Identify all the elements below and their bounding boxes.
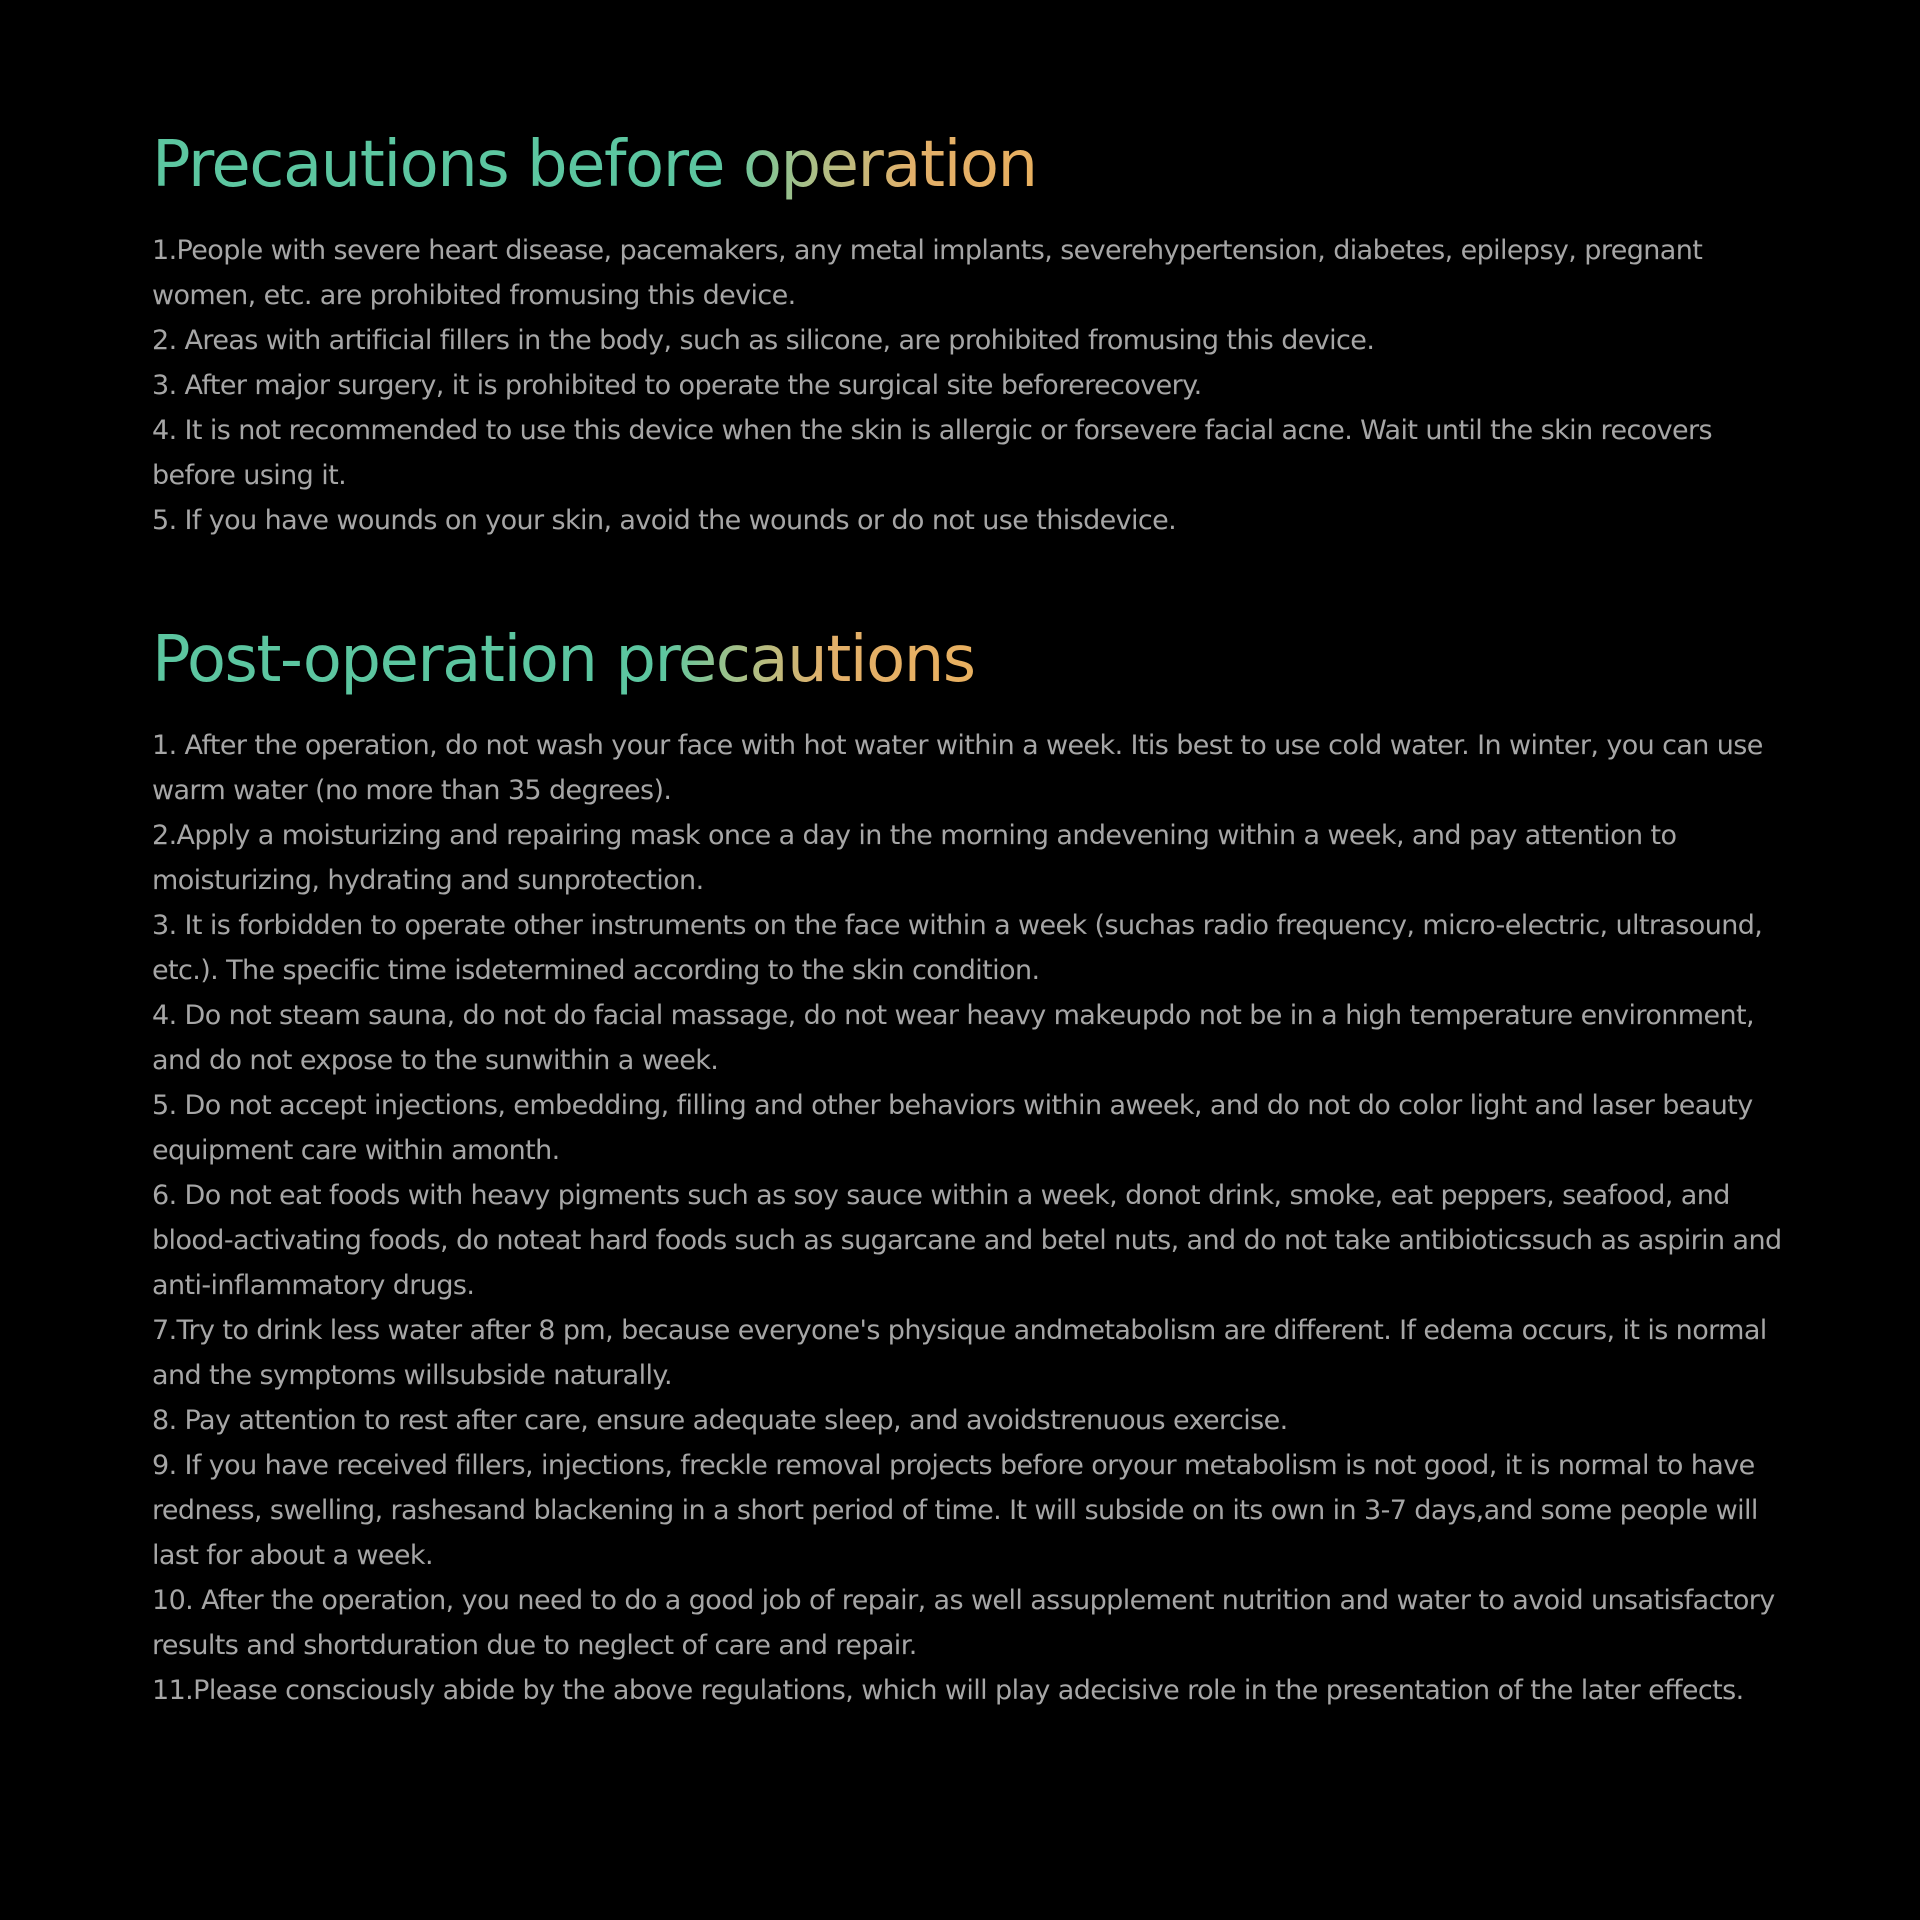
list-item: 8. Pay attention to rest after care, ensure adequate sleep, and avoidstrenuous exercise. <box>152 1405 1288 1436</box>
list-item: 11.Please consciously abide by the above regulations, which will play adecisive role in the presentation of the later effects. <box>152 1675 1744 1706</box>
section-post-operation <box>152 615 1792 1713</box>
list-item: 2.Apply a moisturizing and repairing mask once a day in the morning andevening within a week, and pay attention to moisturizing, hydrating and sunprotection. <box>152 820 1677 896</box>
list-item: 10. After the operation, you need to do a good job of repair, as well assupplement nutrition and water to avoid unsatisfactory results and shortduration due to neglect of care and repair. <box>152 1585 1775 1661</box>
list-item: 2. Areas with artificial fillers in the body, such as silicone, are prohibited fromusing this device. <box>152 325 1375 356</box>
list-item: 3. It is forbidden to operate other instruments on the face within a week (suchas radio frequency, micro-electric, ultrasound, etc.). The specific time isdetermined according to the skin condition. <box>152 910 1763 986</box>
list-item: 9. If you have received fillers, injections, freckle removal projects before oryour metabolism is not good, it is normal to have redness, swelling, rashesand blackening in a short period of time. It will subside on its own in 3-7 days,and some people will last for about a week. <box>152 1450 1758 1571</box>
list-item: 1. After the operation, do not wash your face with hot water within a week. Itis best to use cold water. In winter, you can use warm water (no more than 35 degrees). <box>152 730 1763 806</box>
list-item: 4. It is not recommended to use this device when the skin is allergic or forsevere facial acne. Wait until the skin recovers before using it. <box>152 415 1712 491</box>
list-item: 3. After major surgery, it is prohibited to operate the surgical site beforerecovery. <box>152 370 1202 401</box>
document-content <box>152 120 1792 1713</box>
precautions-post-list <box>152 723 1792 1713</box>
list-item: 1.People with severe heart disease, pacemakers, any metal implants, severehypertension, diabetes, epilepsy, pregnant women, etc. are prohibited fromusing this device. <box>152 235 1703 311</box>
precautions-before-list <box>152 228 1792 543</box>
section-before-operation <box>152 120 1792 543</box>
list-item: 6. Do not eat foods with heavy pigments such as soy sauce within a week, donot drink, smoke, eat peppers, seafood, and blood-activating foods, do noteat hard foods such as sugarcane and betel nuts, and do not take antibioticssuch as aspirin and anti-inflammatory drugs. <box>152 1180 1782 1301</box>
list-item: 4. Do not steam sauna, do not do facial massage, do not wear heavy makeupdo not be in a high temperature environment, and do not expose to the sunwithin a week. <box>152 1000 1754 1076</box>
list-item: 5. If you have wounds on your skin, avoid the wounds or do not use thisdevice. <box>152 505 1177 536</box>
section-title-before-operation: Precautions before operation <box>152 120 1037 210</box>
section-title-post-operation: Post-operation precautions <box>152 615 975 705</box>
list-item: 5. Do not accept injections, embedding, filling and other behaviors within aweek, and do not do color light and laser beauty equipment care within amonth. <box>152 1090 1753 1166</box>
list-item: 7.Try to drink less water after 8 pm, because everyone's physique andmetabolism are different. If edema occurs, it is normal and the symptoms willsubside naturally. <box>152 1315 1767 1391</box>
